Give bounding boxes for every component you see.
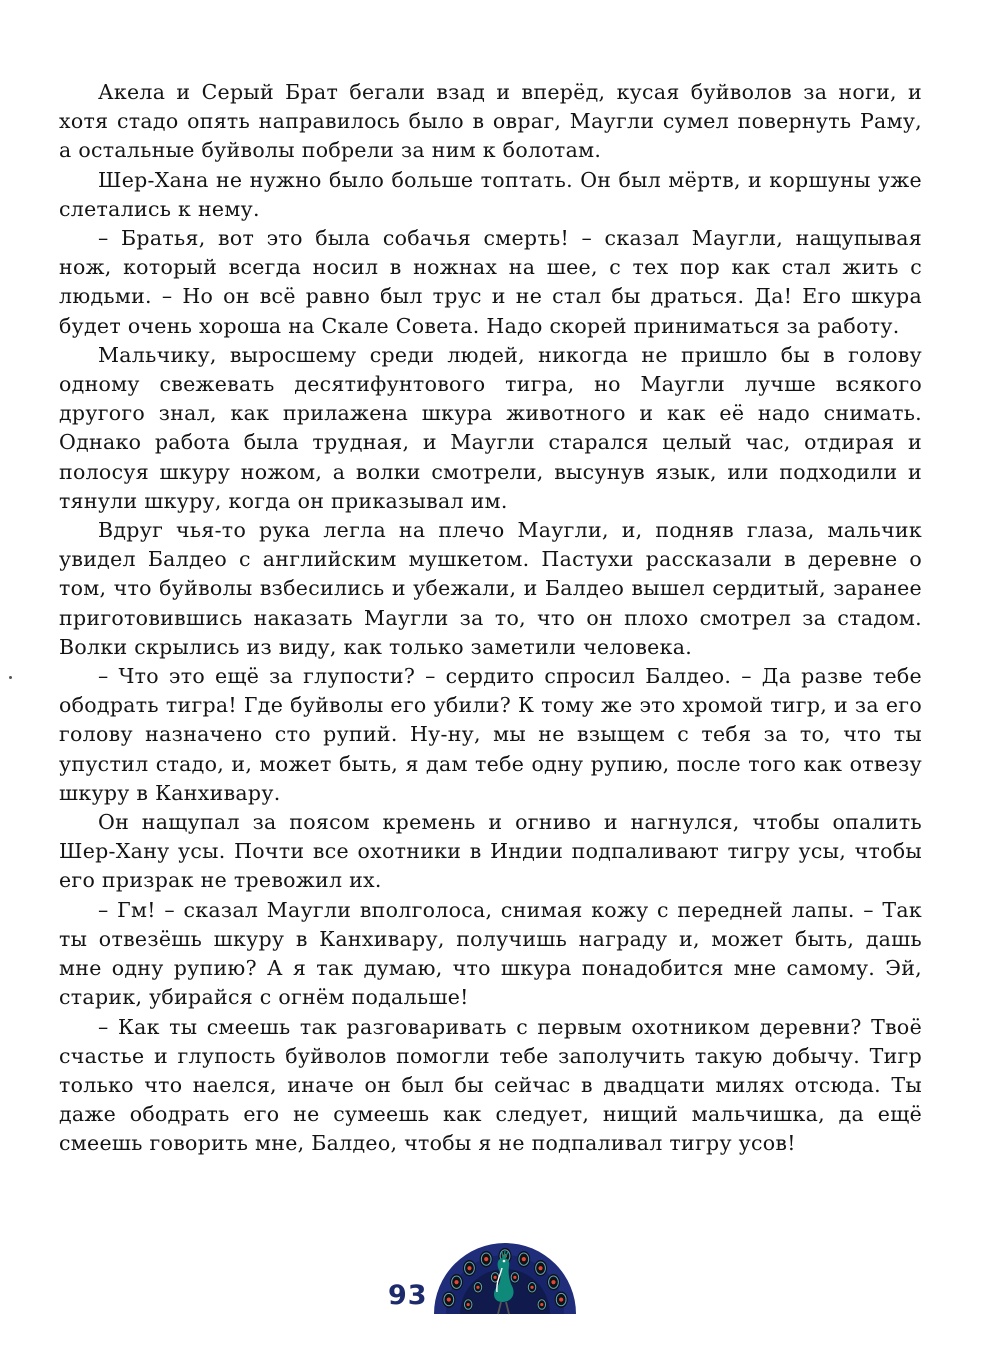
paragraph: Он нащупал за поясом кремень и огниво и нагнулся, чтобы опалить Шер-Хану усы. Почти все охотники в Индии подпаливают тигру усы, чтобы его призрак не тревожил их.	[59, 810, 922, 893]
paragraph: – Что это ещё за глупости? – сердито спросил Балдео. – Да разве тебе ободрать тигра! Где буйволы его убили? К тому же это хромой тигр, и за его голову назначено сто рупий. Ну-ну, мы не взыщем с тебя за то, что ты упустил стадо, и, может быть, я дам тебе одну рупию, после того как отвезу шкуру в Канхивару.	[59, 664, 922, 805]
peacock-icon	[430, 1196, 580, 1316]
paragraph: – Как ты смеешь так разговаривать с первым охотником деревни? Твоё счастье и глупость буйволов помогли тебе заполучить такую добычу. Тигр только что наелся, иначе он был бы сейчас в двадцати милях отсюда. Ты даже ободрать его не сумеешь как следует, нищий мальчишка, да ещё смеешь говорить мне, Балдео, чтобы я не подпаливал тигру усов!	[59, 1014, 922, 1156]
paragraph: Вдруг чья-то рука легла на плечо Маугли, и, подняв глаза, мальчик увидел Балдео с английским мушкетом. Пастухи рассказали в деревне о том, что буйволы взбесились и убежали, и Балдео вышел сердитый, заранее приготовившись наказать Маугли за то, что он плохо смотрел за стадом. Волки скрылись из виду, как только заметили человека.	[59, 518, 922, 659]
paragraph: Акела и Серый Брат бегали взад и вперёд, кусая буйволов за ноги, и хотя стадо опять направилось было в овраг, Маугли сумел повернуть Раму, а остальные буйволы побрели за ним к болотам.	[59, 80, 922, 163]
paragraph: – Гм! – сказал Маугли вполголоса, снимая кожу с передней лапы. – Так ты отвезёшь шкуру в Канхивару, получишь награду и, может быть, дашь мне одну рупию? А я так думаю, что шкура понадобится мне самому. Эй, старик, убирайся с огнём подальше!	[59, 897, 922, 1010]
page-number: 93	[388, 1280, 428, 1311]
margin-speck	[9, 676, 12, 679]
page-text	[59, 78, 922, 1159]
paragraph: Шер-Хана не нужно было больше топтать. Он был мёртв, и коршуны уже слетались к нему.	[59, 167, 922, 221]
paragraph: Мальчику, выросшему среди людей, никогда не пришло бы в голову одному свежевать десятифунтового тигра, но Маугли лучше всякого другого знал, как прилажена шкура животного и как её надо снимать. Однако работа была трудная, и Маугли старался целый час, отдирая и полосуя шкуру ножом, а волки смотрели, высунув язык, или подходили и тянули шкуру, когда он приказывал им.	[59, 342, 922, 513]
paragraph: – Братья, вот это была собачья смерть! – сказал Маугли, нащупывая нож, который всегда носил в ножнах на шее, с тех пор как стал жить с людьми. – Но он всё равно был трус и не стал бы драться. Да! Его шкура будет очень хороша на Скале Совета. Надо скорей приниматься за работу.	[59, 226, 922, 338]
